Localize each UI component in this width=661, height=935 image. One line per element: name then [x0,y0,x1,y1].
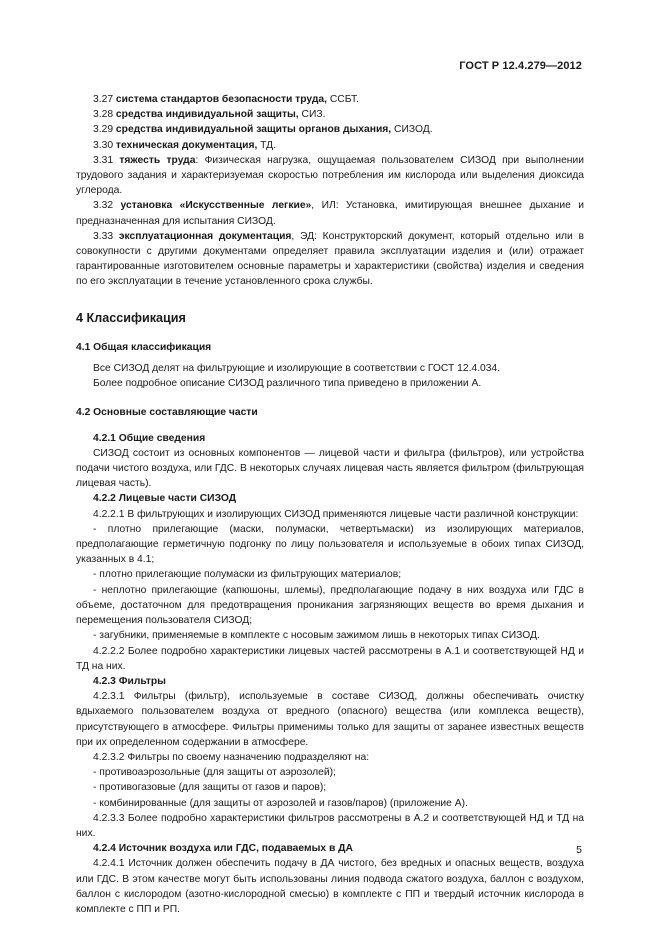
list-item: - неплотно прилегающие (капюшоны, шлемы), предполагающие подачу в них воздуха или ГДС в объеме, достаточном для предотвращения проникания загрязняющих веществ во время дыхания и перемещения пользователя СИЗОД; [76,584,584,627]
list-item: - противогазовые (для защиты от газов и паров); [93,782,327,794]
definition-number: 3.33 [93,230,114,242]
definition-text: , ИЛ: Установка, имитирующая внешнее дыхание и предназначенная для испытания СИЗОД. [76,200,584,227]
definition-3-29 [76,122,584,137]
paragraph: 4.2.3.2 Фильтры по своему назначению подразделяют на: [93,751,370,763]
definition-3-27 [76,92,584,107]
definition-text: : Физическая нагрузка, ощущаемая пользователем СИЗОД при выполнении трудового задания и характеризуемая скоростью потребления им кислорода или выделения диоксида углерода. [76,154,584,197]
definition-term: средства индивидуальной защиты, [115,109,299,121]
paragraph: 4.2.3.1 Фильтры (фильтр), используемые в составе СИЗОД, должны обеспечивать очистку вдыхаемого пользователем воздуха от вредного (опасного) вещества (или комплекса веществ), присутствующего в атмосфере. Фильтры применимы только для защиты от заранее известных веществ при их определенном содержании в атмосфере. [76,691,584,748]
subsection-title-4-2-1: 4.2.1 Общие сведения [93,432,206,444]
page-number: 5 [576,844,582,856]
subsection-title-4-1: 4.1 Общая классификация [76,341,212,353]
definition-number: 3.29 [93,124,114,136]
definition-text: СИЗОД. [391,124,433,136]
subsection-title-4-2: 4.2 Основные составляющие части [76,407,258,419]
definition-term: система стандартов безопасности труда, [115,94,327,105]
standard-header: ГОСТ Р 12.4.279—2012 [459,60,582,72]
definition-3-30 [76,138,584,153]
definition-term: тяжесть труда [119,154,196,166]
paragraph: Все СИЗОД делят на фильтрующие и изолирующие в соответствии с ГОСТ 12.4.034. [93,363,501,375]
definition-text: СИЗ. [298,109,326,121]
list-item: - плотно прилегающие (маски, полумаски, четвертьмаски) из изолирующих материалов, предполагающие герметичную подгонку по лицу пользователя и используемые в обоих типах СИЗОД, указанных в 4.1; [76,523,584,566]
definition-number: 3.28 [93,109,114,121]
paragraph: Более подробное описание СИЗОД различного типа приведено в приложении А. [93,378,482,390]
definition-3-31 [76,153,584,199]
list-item: - загубники, применяемые в комплекте с носовым зажимом лишь в некоторых типах СИЗОД. [93,630,540,642]
page-content [76,92,584,917]
subsection-title-4-2-3: 4.2.3 Фильтры [93,675,166,687]
list-item: - противоаэрозольные (для защиты от аэрозолей); [93,767,336,779]
subsection-title-4-2-4: 4.2.4 Источник воздуха или ГДС, подаваемых в ДА [93,843,353,855]
definition-text: ТД. [257,139,276,151]
section-title: 4 Классификация [76,310,186,325]
subsection-title-4-2-2: 4.2.2 Лицевые части СИЗОД [93,493,237,505]
definition-text: ССБТ. [326,94,360,105]
paragraph: 4.2.4.1 Источник должен обеспечить подачу в ДА чистого, без вредных и опасных веществ, воздуха или ГДС. В этом качестве могут быть использованы линия подвода сжатого воздуха, баллон с воздухом, баллон с кислородом (азотно-кислородной смесью) в комплекте с ПП и твердый источник кислорода в комплекте с ПП и РП. [76,858,584,915]
paragraph: 4.2.2.1 В фильтрующих и изолирующих СИЗОД применяются лицевые части различной конструкции: [93,508,579,520]
definition-text: , ЭД: Конструкторский документ, который отдельно или в совокупности с другими документами определяет правила эксплуатации изделия и (или) отражает гарантированные изготовителем основные параметры и характеристики (свойства) изделия и сведения по его эксплуатации в течение установленного срока службы. [76,230,584,288]
paragraph: СИЗОД состоит из основных компонентов — лицевой части и фильтра (фильтров), или устройства подачи чистого воздуха, или ГДС. В некоторых случаях лицевая часть является фильтром (фильтрующая лицевая часть). [76,447,584,490]
definition-number: 3.27 [93,94,114,105]
definition-3-28 [76,107,584,122]
definition-term: средства индивидуальной защиты органов дыхания, [115,124,392,136]
definition-number: 3.30 [93,139,114,151]
definition-3-33 [76,229,584,290]
list-item: - комбинированные (для защиты от аэрозолей и газов/паров) (приложение А). [93,797,468,809]
definition-number: 3.32 [93,200,114,212]
definition-number: 3.31 [93,154,114,166]
definition-term: установка «Искусственные легкие» [120,200,312,212]
paragraph: 4.2.3.3 Более подробно характеристики фильтров рассмотрены в А.2 и соответствующей НД и ТД на них. [76,812,584,839]
list-item: - плотно прилегающие полумаски из фильтрующих материалов; [93,569,402,581]
definition-term: эксплуатационная документация [118,230,292,242]
definition-3-32 [76,198,584,228]
definition-term: техническая документация, [115,139,258,151]
paragraph: 4.2.2.2 Более подробно характеристики лицевых частей рассмотрены в А.1 и соответствующей НД и ТД на них. [76,645,584,672]
